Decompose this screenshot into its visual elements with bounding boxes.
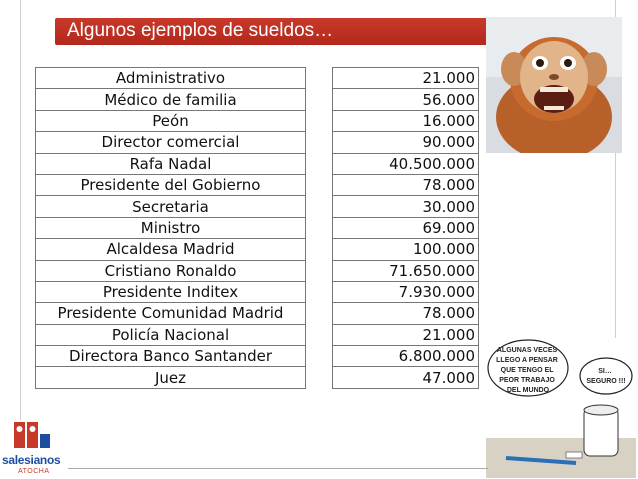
logo-subtitle: ATOCHA — [18, 468, 50, 475]
table-row — [333, 281, 479, 302]
table-row — [333, 239, 479, 260]
table-row — [36, 89, 306, 110]
table-row — [333, 174, 479, 195]
table-row — [36, 239, 306, 260]
job-name-cell: Juez — [36, 367, 306, 388]
table-row — [36, 110, 306, 131]
table-row — [333, 260, 479, 281]
job-name-cell: Presidente Comunidad Madrid — [36, 303, 306, 324]
cartoon-image — [486, 338, 636, 478]
table-row — [333, 367, 479, 388]
salary-cell: 56.000 — [333, 89, 479, 110]
salary-values-table — [332, 67, 479, 389]
table-row — [36, 281, 306, 302]
salary-cell: 6.800.000 — [333, 346, 479, 367]
table-row — [36, 346, 306, 367]
table-row — [333, 110, 479, 131]
job-name-cell: Directora Banco Santander — [36, 346, 306, 367]
salary-cell: 21.000 — [333, 68, 479, 89]
salary-cell: 40.500.000 — [333, 153, 479, 174]
job-name-cell: Director comercial — [36, 132, 306, 153]
table-row — [36, 196, 306, 217]
table-row — [333, 68, 479, 89]
salary-cell: 30.000 — [333, 196, 479, 217]
table-row — [333, 217, 479, 238]
screaming-monkey-image — [486, 17, 622, 153]
table-row — [36, 132, 306, 153]
cartoon-left-line: ALGUNAS VECES — [496, 347, 558, 354]
job-name-cell: Cristiano Ronaldo — [36, 260, 306, 281]
job-name-cell: Médico de familia — [36, 89, 306, 110]
job-name-cell: Secretaria — [36, 196, 306, 217]
job-names-table — [35, 67, 306, 389]
table-row — [333, 303, 479, 324]
job-name-cell: Presidente del Gobierno — [36, 174, 306, 195]
cartoon-left-line: PEOR TRABAJO — [499, 377, 555, 384]
table-row — [36, 153, 306, 174]
salary-cell: 69.000 — [333, 217, 479, 238]
table-row — [36, 260, 306, 281]
job-name-cell: Rafa Nadal — [36, 153, 306, 174]
table-row — [36, 68, 306, 89]
salary-cell: 100.000 — [333, 239, 479, 260]
cartoon-left-line: LLEGO A PENSAR — [496, 357, 558, 364]
logo-name: salesianos — [2, 453, 61, 467]
table-row — [333, 324, 479, 345]
table-row — [333, 346, 479, 367]
salary-cell: 71.650.000 — [333, 260, 479, 281]
job-name-cell: Policía Nacional — [36, 324, 306, 345]
salesianos-emblem-icon — [0, 420, 66, 454]
salary-cell: 78.000 — [333, 174, 479, 195]
table-row — [36, 367, 306, 388]
cartoon-left-line: DEL MUNDO — [506, 387, 550, 394]
salary-cell: 90.000 — [333, 132, 479, 153]
job-name-cell: Presidente Inditex — [36, 281, 306, 302]
slide-title: Algunos ejemplos de sueldos… — [67, 20, 334, 41]
table-row — [333, 153, 479, 174]
table-row — [36, 303, 306, 324]
job-name-cell: Alcaldesa Madrid — [36, 239, 306, 260]
cartoon-right-line: SEGURO !!! — [586, 378, 626, 385]
salary-cell: 21.000 — [333, 324, 479, 345]
cartoon-left-line: QUE TENGO EL — [500, 367, 554, 374]
table-row — [333, 89, 479, 110]
footer-divider — [68, 468, 488, 469]
job-name-cell: Administrativo — [36, 68, 306, 89]
table-row — [333, 132, 479, 153]
job-name-cell: Peón — [36, 110, 306, 131]
job-name-cell: Ministro — [36, 217, 306, 238]
salesianos-logo — [0, 420, 66, 479]
salary-cell: 47.000 — [333, 367, 479, 388]
table-row — [36, 217, 306, 238]
salary-cell: 78.000 — [333, 303, 479, 324]
table-row — [36, 174, 306, 195]
cartoon-right-line: SI… — [598, 368, 612, 375]
salary-cell: 16.000 — [333, 110, 479, 131]
salary-cell: 7.930.000 — [333, 281, 479, 302]
table-row — [36, 324, 306, 345]
table-row — [333, 196, 479, 217]
